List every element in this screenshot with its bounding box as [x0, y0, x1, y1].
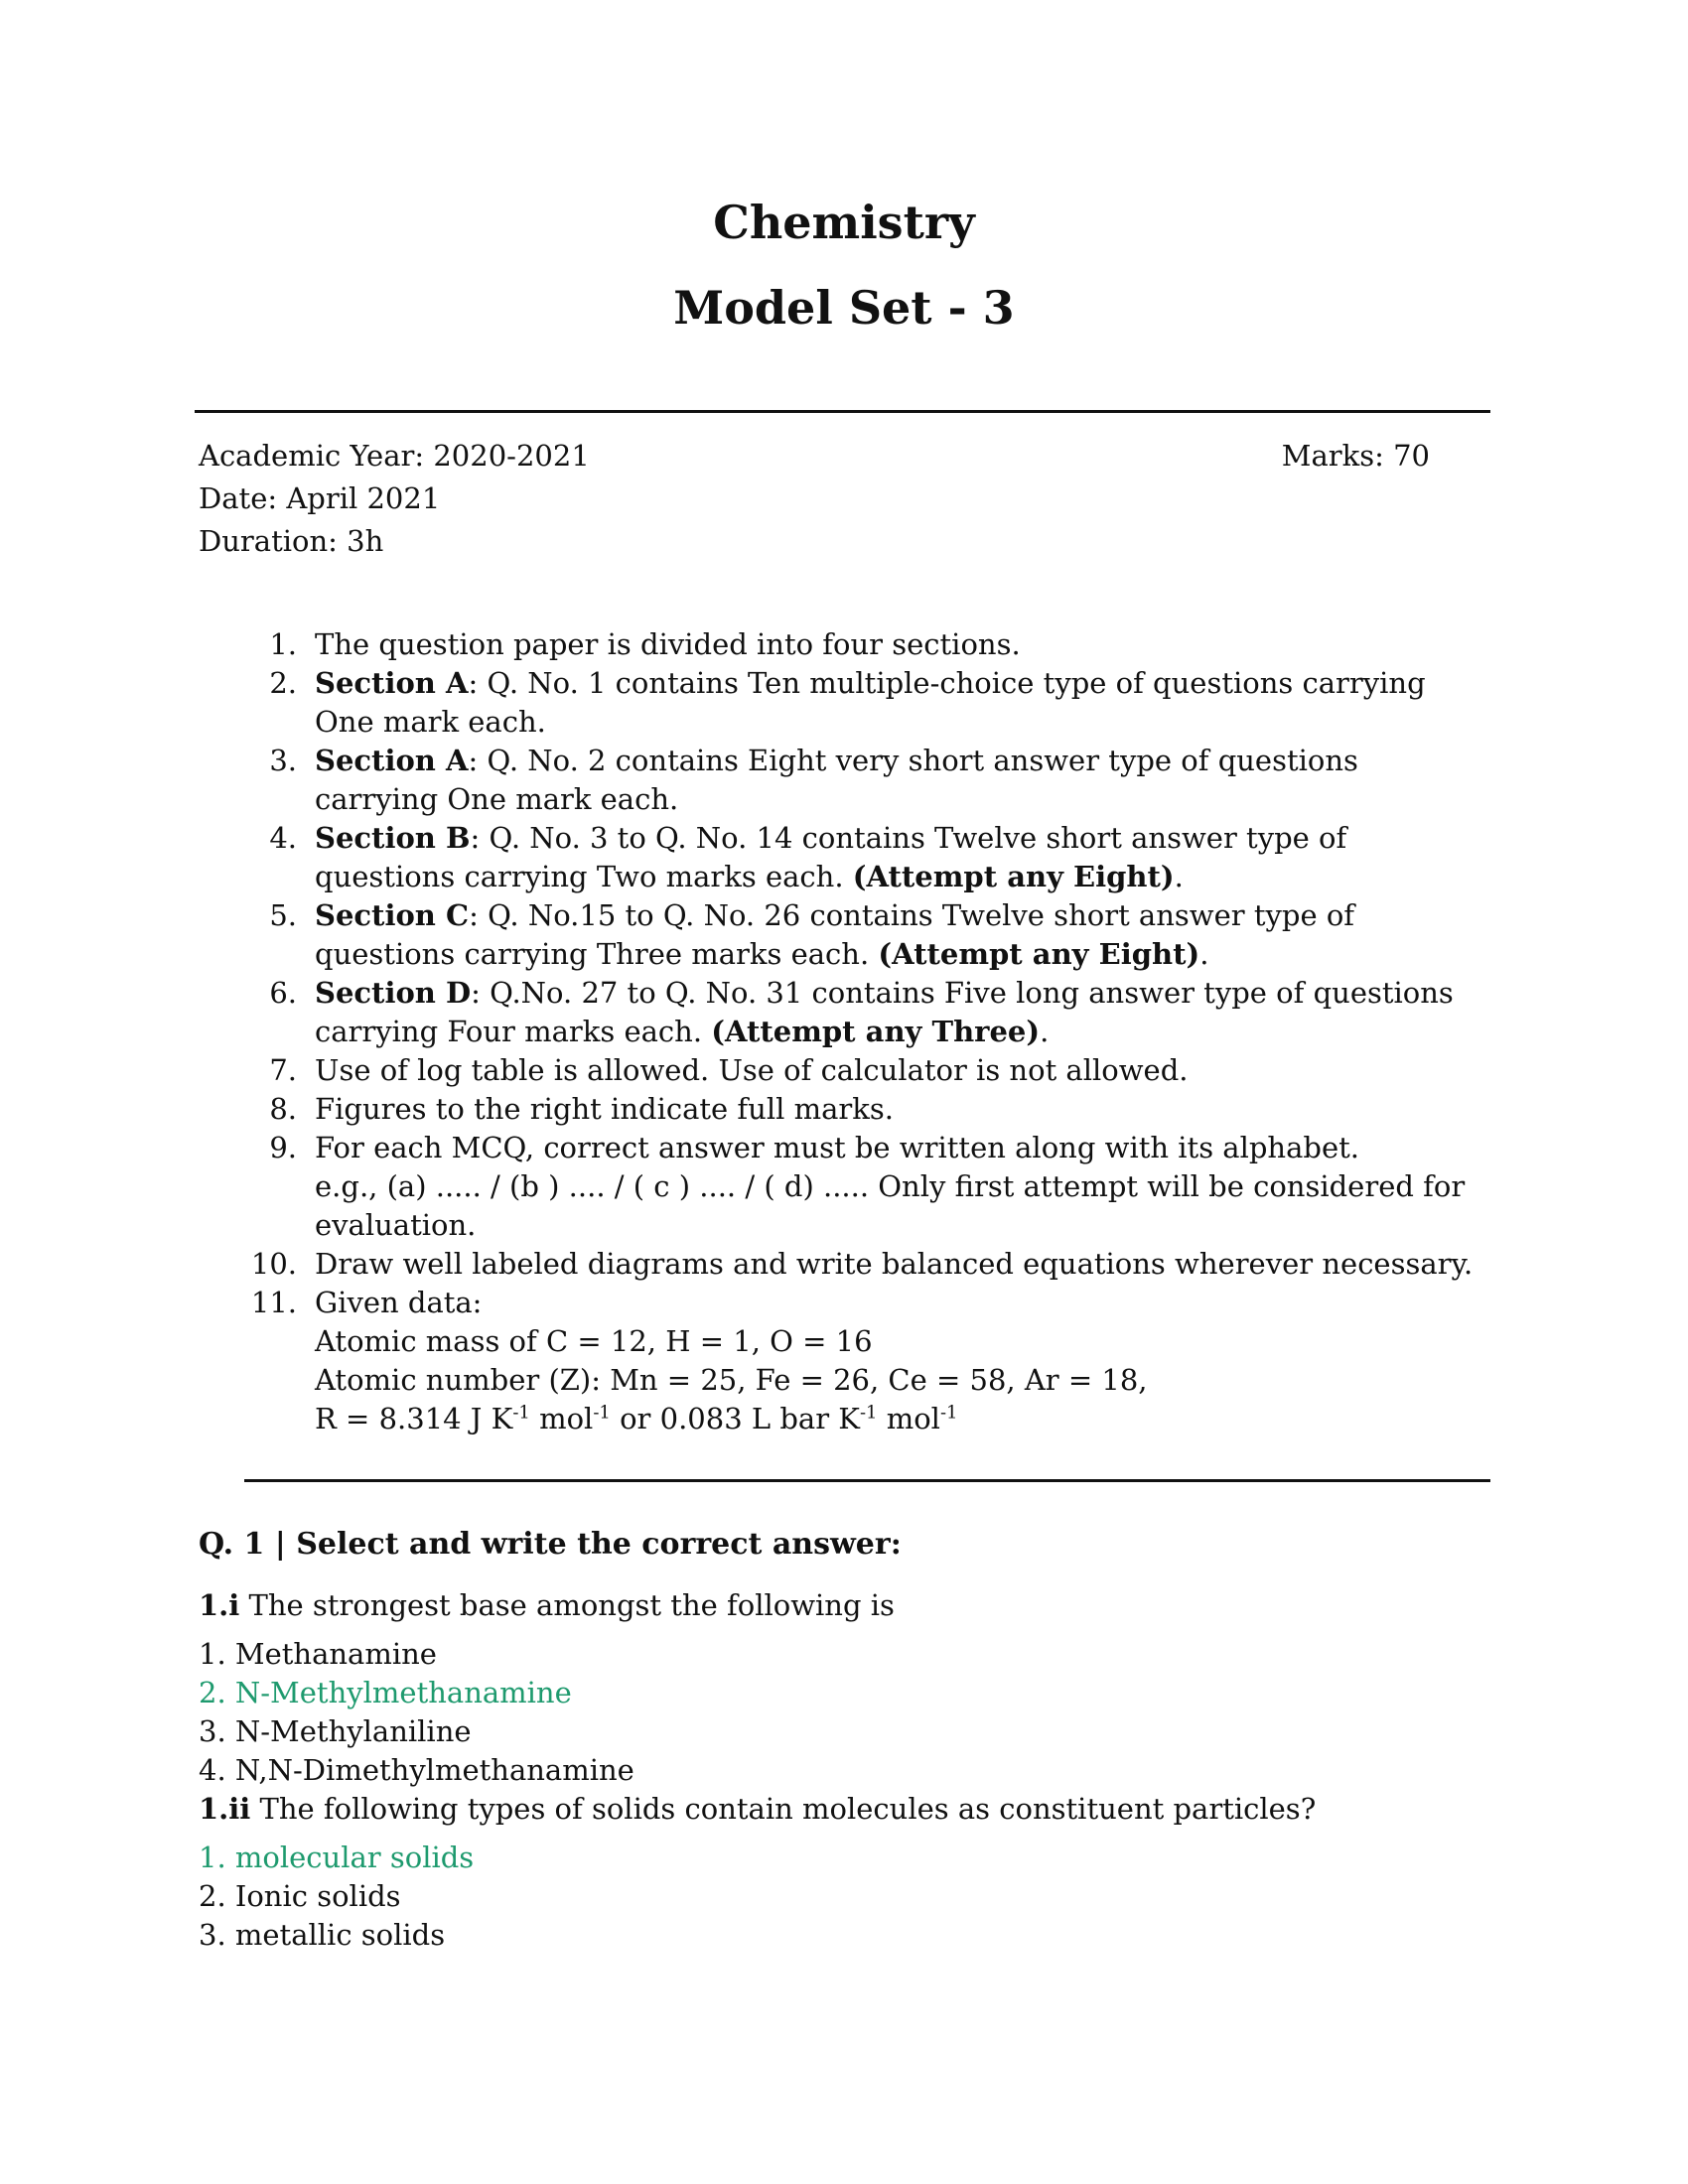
instruction-item	[244, 1284, 1485, 1438]
instruction-item	[244, 1129, 1485, 1245]
top-divider	[195, 410, 1490, 413]
instruction-number: 6.	[269, 976, 297, 1010]
questions	[199, 1586, 1489, 1955]
instruction-text: The question paper is divided into four sections.	[315, 627, 1021, 661]
instruction-body: : Q. No. 1 contains Ten multiple-choice type of questions carrying One mark each.	[315, 666, 1426, 739]
question-number: 1.i	[199, 1588, 240, 1622]
marks: Marks: 70	[1281, 439, 1430, 473]
option-item: 2. Ionic solids	[199, 1879, 401, 1913]
option-item: 3. metallic solids	[199, 1918, 446, 1952]
instruction-number: 2.	[269, 666, 297, 700]
instruction-number: 4.	[269, 821, 297, 855]
gas-constant-part: mol	[529, 1402, 594, 1435]
instruction-number: 3.	[269, 744, 297, 777]
instruction-text: Draw well labeled diagrams and write balanced equations wherever necessary.	[315, 1247, 1474, 1281]
instruction-number: 11.	[250, 1286, 297, 1319]
instruction-item	[244, 819, 1485, 896]
option-item: 4. N,N-Dimethylmethanamine	[199, 1753, 634, 1787]
options-list	[199, 1839, 1489, 1955]
title-block	[0, 195, 1688, 336]
instruction-example: e.g., (a) ..... / (b ) .... / ( c ) .... / ( d) ..... Only first attempt will be considered for evaluation.	[315, 1169, 1466, 1242]
instruction-body: For each MCQ, correct answer must be written along with its alphabet.	[315, 1131, 1359, 1164]
instruction-number: 7.	[269, 1053, 297, 1087]
superscript: -1	[593, 1402, 611, 1424]
instruction-tail: .	[1199, 937, 1209, 971]
instruction-number: 1.	[269, 627, 297, 661]
question-text: The strongest base amongst the following is	[239, 1588, 895, 1622]
instruction-text	[315, 1284, 1485, 1438]
atomic-number-line: Atomic number (Z): Mn = 25, Fe = 26, Ce = 58, Ar = 18,	[315, 1363, 1148, 1397]
superscript: -1	[859, 1402, 878, 1424]
instruction-item	[244, 664, 1485, 742]
exam-date: Date: April 2021	[199, 481, 441, 515]
instruction-number: 8.	[269, 1092, 297, 1126]
instruction-text	[315, 896, 1485, 974]
question-text: The following types of solids contain molecules as constituent particles?	[250, 1792, 1317, 1826]
given-data-label: Given data:	[315, 1286, 483, 1319]
instruction-body: : Q. No. 3 to Q. No. 14 contains Twelve short answer type of questions carrying Two marks each.	[315, 821, 1347, 893]
gas-constant-line	[315, 1400, 1485, 1438]
instruction-text	[315, 742, 1485, 819]
atomic-mass-line: Atomic mass of C = 12, H = 1, O = 16	[315, 1324, 873, 1358]
instruction-text	[315, 664, 1485, 742]
document-subtitle: Model Set - 3	[673, 281, 1015, 335]
instruction-number: 9.	[269, 1131, 297, 1164]
document-title: Chemistry	[713, 196, 975, 249]
section-divider	[244, 1479, 1490, 1482]
options-list	[199, 1635, 1489, 1790]
instruction-item	[244, 1245, 1485, 1284]
instruction-text	[315, 1129, 1485, 1245]
gas-constant-part: mol	[877, 1402, 940, 1435]
option-item: 1. Methanamine	[199, 1637, 437, 1671]
instruction-tail: .	[1040, 1015, 1050, 1048]
instruction-item	[244, 974, 1485, 1051]
attempt-note: (Attempt any Eight)	[878, 937, 1200, 971]
question-stem	[199, 1790, 1489, 1829]
section-label: Section A	[315, 744, 469, 777]
superscript: -1	[512, 1402, 530, 1424]
academic-year: Academic Year: 2020-2021	[199, 439, 590, 473]
section-label: Section B	[315, 821, 471, 855]
q1-header: Q. 1 | Select and write the correct answer:	[199, 1527, 902, 1562]
instruction-text	[315, 819, 1485, 896]
instructions-list	[244, 625, 1485, 1438]
gas-constant-part: or 0.083 L bar K	[610, 1402, 860, 1435]
instruction-item	[244, 625, 1485, 664]
instruction-item	[244, 742, 1485, 819]
option-item-correct: 1. molecular solids	[199, 1841, 475, 1874]
instruction-body: : Q.No. 27 to Q. No. 31 contains Five long answer type of questions carrying Four marks each.	[315, 976, 1454, 1048]
instruction-number: 5.	[269, 898, 297, 932]
question-number: 1.ii	[199, 1792, 251, 1826]
gas-constant-part: R = 8.314 J K	[315, 1402, 513, 1435]
option-item: 3. N-Methylaniline	[199, 1714, 472, 1748]
section-label: Section A	[315, 666, 469, 700]
exam-duration: Duration: 3h	[199, 524, 384, 558]
instruction-text: Use of log table is allowed. Use of calculator is not allowed.	[315, 1053, 1189, 1087]
exam-meta	[199, 435, 1430, 563]
instruction-item	[244, 1051, 1485, 1090]
attempt-note: (Attempt any Three)	[711, 1015, 1041, 1048]
superscript: -1	[939, 1402, 958, 1424]
instruction-body: : Q. No.15 to Q. No. 26 contains Twelve short answer type of questions carrying Three marks each.	[315, 898, 1355, 971]
option-item-correct: 2. N-Methylmethanamine	[199, 1676, 572, 1709]
attempt-note: (Attempt any Eight)	[852, 860, 1175, 893]
instruction-item	[244, 896, 1485, 974]
instruction-body: : Q. No. 2 contains Eight very short answer type of questions carrying One mark each.	[315, 744, 1358, 816]
instruction-text: Figures to the right indicate full marks.	[315, 1092, 894, 1126]
question-stem	[199, 1586, 1489, 1625]
instruction-text	[315, 974, 1485, 1051]
instruction-item	[244, 1090, 1485, 1129]
section-label: Section D	[315, 976, 472, 1010]
instruction-number: 10.	[250, 1247, 297, 1281]
section-label: Section C	[315, 898, 470, 932]
meta-row	[199, 435, 1430, 478]
instruction-tail: .	[1174, 860, 1184, 893]
